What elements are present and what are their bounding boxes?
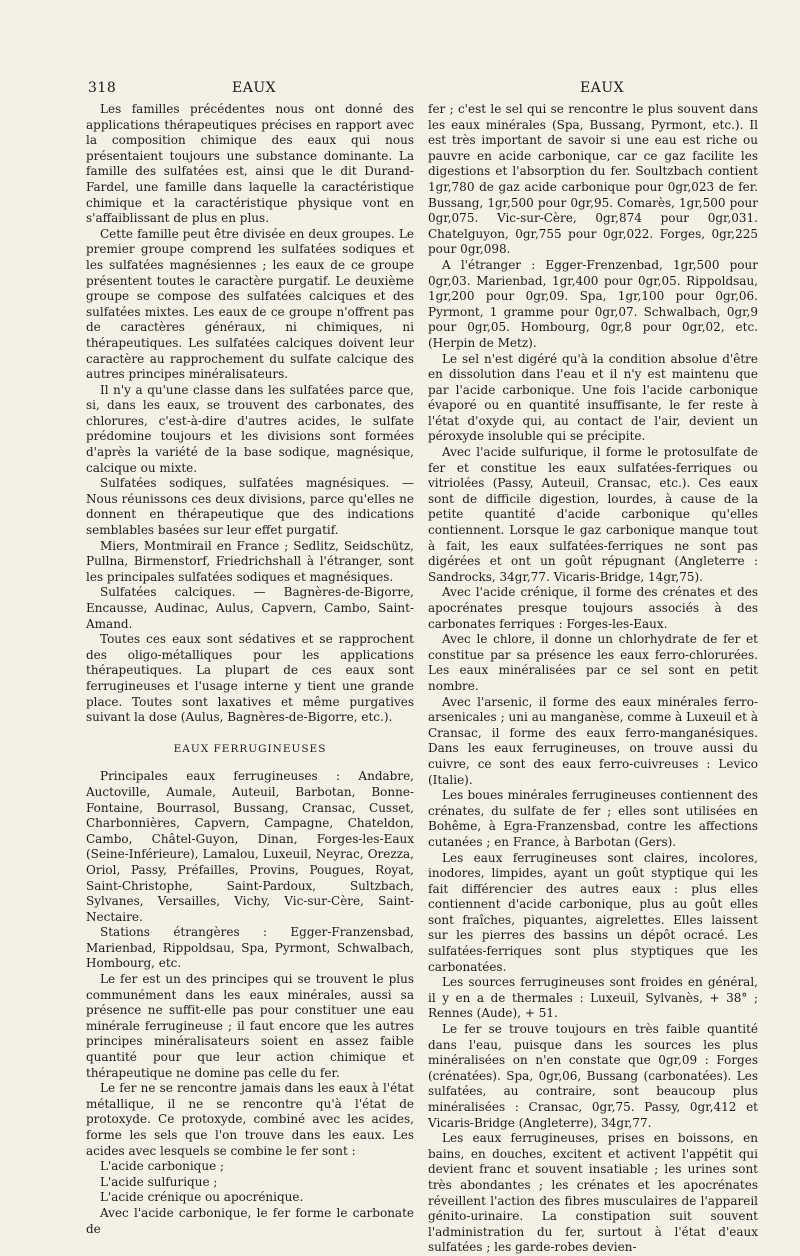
paragraph: Miers, Montmirail en France ; Sedlitz, Seidschütz, Pullna, Birmenstorf, Friedrichshall à l'étranger, sont les principales sulfatées sodiques et magnésiques. <box>86 538 414 584</box>
paragraph: Le fer se trouve toujours en très faible quantité dans l'eau, puisque dans les sources les plus minéralisées on n'en constate que 0gr,09 : Forges (crénatées). Spa, 0gr,06, Bussang (carbonatées). Les sulfatées, au contraire, sont beaucoup plus minéralisées : Cransac, 0gr,75. Passy, 0gr,412 et Vicaris-Bridge (Angleterre), 34gr,77. <box>428 1022 758 1130</box>
paragraph: A l'étranger : Egger-Frenzenbad, 1gr,500 pour 0gr,03. Marienbad, 1gr,400 pour 0gr,05. Rippoldsau, 1gr,200 pour 0gr,09. Spa, 1gr,100 pour 0gr,06. Pyrmont, 1 gramme pour 0gr,07. Schwalbach, 0gr,9 pour 0gr,05. Hombourg, 0gr,8 pour 0gr,02, etc. (Herpin de Metz). <box>428 257 758 350</box>
left-column <box>86 102 414 1236</box>
running-header-left: EAUX <box>232 80 277 96</box>
section-heading: EAUX FERRUGINEUSES <box>173 742 327 755</box>
paragraph: Stations étrangères : Egger-Franzensbad, Marienbad, Rippoldsau, Spa, Pyrmont, Schwalbach, Hombourg, etc. <box>86 925 414 971</box>
paragraph: Sulfatées sodiques, sulfatées magnésiques. — Nous réunissons ces deux divisions, parce qu'elles ne donnent en thérapeutique que des indications semblables basées sur leur effet purgatif. <box>86 476 414 538</box>
paragraph: fer ; c'est le sel qui se rencontre le plus souvent dans les eaux minérales (Spa, Bussang, Pyrmont, etc.). Il est très important de savoir si une eau est riche ou pauvre en acide carbonique, car ce gaz facilite les digestions et l'absorption du fer. Soultzbach contient 1gr,780 de gaz acide carbonique pour 0gr,023 de fer. Bussang, 1gr,500 pour 0gr,95. Comarès, 1gr,500 pour 0gr,075. Vic-sur-Cère, 0gr,874 pour 0gr,031. Chatelguyon, 0gr,755 pour 0gr,022. Forges, 0gr,225 pour 0gr,098. <box>428 102 758 257</box>
paragraph: Les eaux ferrugineuses, prises en boissons, en bains, en douches, excitent et activent l'appétit qui devient franc et souvent insatiable ; les urines sont très abondantes ; les crénates et les apocrénates réveillent l'action des fibres musculaires de l'appareil génito-urinaire. La constipation suit souvent l'administration du fer, surtout à l'état d'eaux sulfatées ; les garde-robes devien- <box>428 1131 758 1255</box>
paragraph: Avec le chlore, il donne un chlorhydrate de fer et constitue par sa présence les eaux ferro-chlorurées. Les eaux minéralisées par ce sel sont en petit nombre. <box>428 632 758 693</box>
paragraph: Cette famille peut être divisée en deux groupes. Le premier groupe comprend les sulfatées sodiques et les sulfatées magnésiennes ; les eaux de ce groupe présentent toutes le caractère purgatif. Le deuxième groupe se compose des sulfatées calciques et des sulfatées mixtes. Les eaux de ce groupe n'offrent pas de caractères généraux, ni chimiques, ni thérapeutiques. Les sulfatées calciques doivent leur caractère au rapprochement du sulfate calcique des autres principes minéralisateurs. <box>86 226 414 382</box>
list-item: L'acide sulfurique ; <box>100 1174 218 1189</box>
page-number: 318 <box>88 80 117 96</box>
list-item: L'acide carbonique ; <box>100 1159 225 1174</box>
paragraph: Avec l'arsenic, il forme des eaux minérales ferro-arsenicales ; uni au manganèse, comme à Luxeuil et à Cransac, il forme des eaux ferro-manganésiques. Dans les eaux ferrugineuses, on trouve aussi du cuivre, ce sont des eaux ferro-cuivreuses : Levico (Italie). <box>428 694 758 787</box>
paragraph: Les sources ferrugineuses sont froides en général, il y en a de thermales : Luxeuil, Sylvanès, + 38° ; Rennes (Aude), + 51. <box>428 975 758 1021</box>
paragraph: Le fer ne se rencontre jamais dans les eaux à l'état métallique, il ne se rencontre qu'à l'état de protoxyde. Ce protoxyde, combiné avec les acides, forme les sels que l'on trouve dans les eaux. Les acides avec lesquels se combine le fer sont : <box>86 1081 414 1158</box>
paragraph: Avec l'acide carbonique, le fer forme le carbonate de <box>86 1205 414 1236</box>
paragraph: Toutes ces eaux sont sédatives et se rapprochent des oligo-métalliques pour les applications thérapeutiques. La plupart de ces eaux sont ferrugineuses et l'usage interne y tient une grande place. Toutes sont laxatives et même purgatives suivant la dose (Aulus, Bagnères-de-Bigorre, etc.). <box>86 632 414 725</box>
paragraph: Principales eaux ferrugineuses : Andabre, Auctoville, Aumale, Auteuil, Barbotan, Bonne-Fontaine, Bourrasol, Bussang, Cransac, Cusset, Charbonnières, Capvern, Campagne, Chateldon, Cambo, Châtel-Guyon, Dinan, Forges-les-Eaux (Seine-Inférieure), Lamalou, Luxeuil, Neyrac, Orezza, Oriol, Passy, Préfailles, Provins, Pougues, Royat, Saint-Christophe, Saint-Pardoux, Sultzbach, Sylvanes, Versailles, Vichy, Vic-sur-Cère, Saint-Nectaire. <box>86 769 414 924</box>
paragraph: Avec l'acide sulfurique, il forme le protosulfate de fer et constitue les eaux sulfatées-ferriques ou vitriolées (Passy, Auteuil, Cransac, etc.). Ces eaux sont de difficile digestion, lourdes, à cause de la petite quantité d'acide carbonique qu'elles contiennent. Lorsque le gaz carbonique manque tout à fait, les eaux sulfatées-ferriques ne sont pas digérées et ont un goût répugnant (Angleterre : Sandrocks, 34gr,77. Vicaris-Bridge, 14gr,75). <box>428 445 758 584</box>
paragraph: Les boues minérales ferrugineuses contiennent des crénates, du sulfate de fer ; elles sont utilisées en Bohême, à Egra-Franzensbad, contre les affections cutanées ; en France, à Barbotan (Gers). <box>428 788 758 849</box>
paragraph: Le sel n'est digéré qu'à la condition absolue d'être en dissolution dans l'eau et il n'y est maintenu que par l'acide carbonique. Une fois l'acide carbonique évaporé ou en quantité insuffisante, le fer reste à l'état d'oxyde qui, au contact de l'air, devient un péroxyde insoluble qui se précipite. <box>428 351 758 444</box>
paragraph: Avec l'acide crénique, il forme des crénates et des apocrénates presque toujours associés à des carbonates ferriques : Forges-les-Eaux. <box>428 585 758 631</box>
list-item: L'acide crénique ou apocrénique. <box>100 1190 304 1205</box>
paragraph: Le fer est un des principes qui se trouvent le plus communément dans les eaux minérales, aussi sa présence ne suffit-elle pas pour constituer une eau minérale ferrugineuse ; il faut encore que les autres principes minéralisateurs soient en assez faible quantité pour que leur action chimique et thérapeutique ne domine pas celle du fer. <box>86 972 414 1080</box>
right-column <box>428 102 758 1255</box>
paragraph: Il n'y a qu'une classe dans les sulfatées parce que, si, dans les eaux, se trouvent des carbonates, des chlorures, c'est-à-dire d'autres acides, le sulfate prédomine toujours et les divisions sont formées d'après la variété de la base sodique, magnésique, calcique ou mixte. <box>86 382 414 475</box>
paragraph: Sulfatées calciques. — Bagnères-de-Bigorre, Encausse, Audinac, Aulus, Capvern, Cambo, Saint-Amand. <box>86 585 414 631</box>
paragraph: Les eaux ferrugineuses sont claires, incolores, inodores, limpides, ayant un goût styptique qui les fait différencier des autres eaux : plus elles contiennent d'acide carbonique, plus au goût elles sont fraîches, piquantes, aigrelettes. Elles laissent sur les pierres des bassins un dépôt ocracé. Les sulfatées-ferriques sont plus styptiques que les carbonatées. <box>428 850 758 974</box>
running-header-right: EAUX <box>580 80 625 96</box>
paragraph: Les familles précédentes nous ont donné des applications thérapeutiques précises en rapport avec la composition chimique des eaux qui nous présentaient toujours une substance dominante. La famille des sulfatées est, ainsi que le dit Durand-Fardel, une famille dans laquelle la caractéristique chimique et la caractéristique physique vont en s'affaiblissant de plus en plus. <box>86 102 414 226</box>
